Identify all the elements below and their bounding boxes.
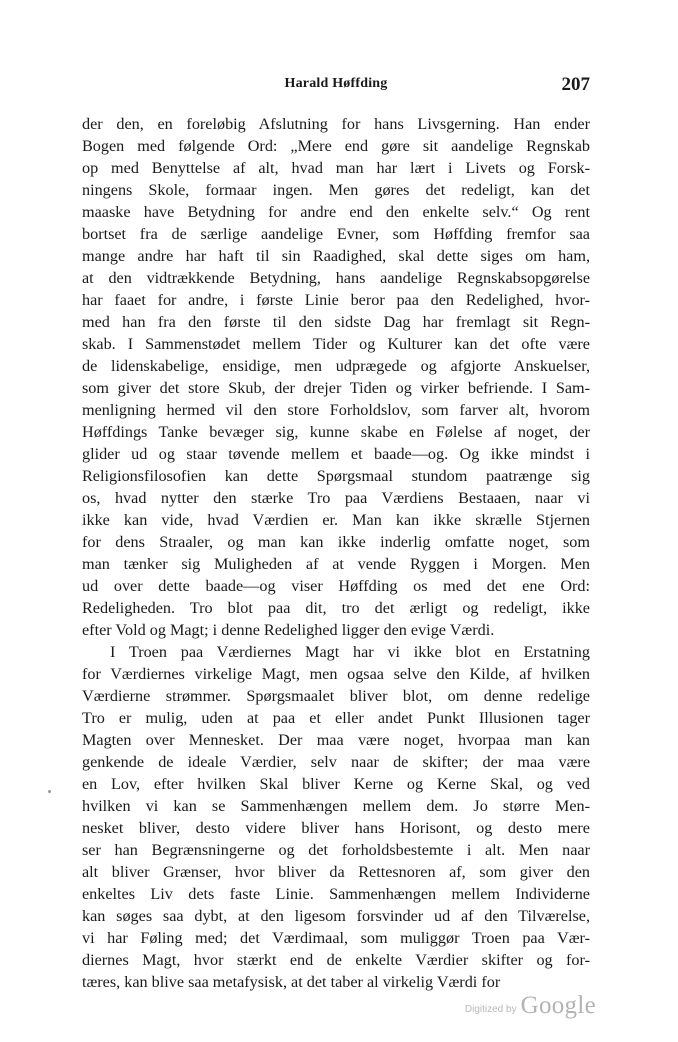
text-line: glider ud og staar tøvende mellem et baade—og. Og ikke mindst i [82, 445, 590, 463]
paragraph [82, 641, 590, 993]
page-number: 207 [561, 74, 590, 95]
digitized-by-google-watermark [465, 992, 596, 1020]
text-line: mange andre har haft til sin Raadighed, skal dette siges om ham, [82, 247, 590, 265]
paragraph [82, 113, 590, 641]
margin-speck [48, 790, 51, 793]
text-line: enkeltes Liv dets faste Linie. Sammenhængen mellem Individerne [82, 885, 590, 903]
text-line: for dens Straaler, og man kan ikke inderlig omfatte noget, som [82, 533, 590, 551]
text-line: at den vidtrækkende Betydning, hans aandelige Regnskabsopgørelse [82, 269, 590, 287]
text-line: ningens Skole, formaar ingen. Men gøres det redeligt, kan det [82, 181, 590, 199]
running-title: Harald Høffding [284, 76, 388, 91]
text-line: kan søges saa dybt, at den ligesom forsvinder ud af den Tilværelse, [82, 907, 590, 925]
text-line: maaske have Betydning for andre end den enkelte selv.“ Og rent [82, 203, 590, 221]
body-text [82, 113, 590, 993]
text-line: ser han Begrænsningerne og det forholdsbestemte i alt. Men naar [82, 841, 590, 859]
text-line: som giver det store Skub, der drejer Tiden og virker befriende. I Sam- [82, 379, 590, 397]
text-line: Tro er mulig, uden at paa et eller andet Punkt Illusionen tager [82, 709, 590, 727]
running-head [82, 74, 590, 98]
text-line: Værdierne strømmer. Spørgsmaalet bliver blot, om denne redelige [82, 687, 590, 705]
google-logo: Google [520, 992, 596, 1019]
text-line: os, hvad nytter den stærke Tro paa Værdiens Bestaaen, naar vi [82, 489, 590, 507]
text-line: tæres, kan blive saa metafysisk, at det taber al virkelig Værdi for [82, 973, 501, 991]
text-line: bortset fra de særlige aandelige Evner, som Høffding fremfor saa [82, 225, 590, 243]
text-line: der den, en foreløbig Afslutning for hans Livsgerning. Han ender [82, 115, 590, 133]
text-line: alt bliver Grænser, hvor bliver da Rettesnoren af, som giver den [82, 863, 590, 881]
text-line: genkende de ideale Værdier, selv naar de skifter; der maa være [82, 753, 590, 771]
text-line: ikke kan vide, hvad Værdien er. Man kan ikke skrælle Stjernen [82, 511, 590, 529]
text-line: nesket bliver, desto videre bliver hans Horisont, og desto mere [82, 819, 590, 837]
text-line: for Værdiernes virkelige Magt, men ogsaa selve den Kilde, af hvilken [82, 665, 590, 683]
text-line: skab. I Sammenstødet mellem Tider og Kulturer kan det ofte være [82, 335, 590, 353]
digitized-label: Digitized by [464, 1004, 517, 1015]
text-line: Religionsfilosofien kan dette Spørgsmaal stundom paatrænge sig [82, 467, 590, 485]
text-line: de lidenskabelige, ensidige, men udprægede og afgjorte Anskuelser, [82, 357, 590, 375]
text-line: Bogen med følgende Ord: „Mere end gøre sit aandelige Regnskab [82, 137, 590, 155]
text-line: vi har Føling med; det Værdimaal, som muliggør Troen paa Vær- [82, 929, 590, 947]
text-line: Høffdings Tanke bevæger sig, kunne skabe en Følelse af noget, der [82, 423, 590, 441]
text-line: diernes Magt, hvor stærkt end de enkelte Værdier skifter og for- [82, 951, 590, 969]
text-line: efter Vold og Magt; i denne Redelighed ligger den evige Værdi. [82, 621, 495, 639]
text-line: hvilken vi kan se Sammenhængen mellem dem. Jo større Men- [82, 797, 590, 815]
text-line: en Lov, efter hvilken Skal bliver Kerne og Kerne Skal, og ved [82, 775, 590, 793]
text-line: man tænker sig Muligheden af at vende Ryggen i Morgen. Men [82, 555, 590, 573]
text-line: Redeligheden. Tro blot paa dit, tro det ærligt og redeligt, ikke [82, 599, 590, 617]
text-line: ud over dette baade—og viser Høffding os med det ene Ord: [82, 577, 590, 595]
text-line: menligning hermed vil den store Forholdslov, som farver alt, hvorom [82, 401, 590, 419]
text-line: I Troen paa Værdiernes Magt har vi ikke blot en Erstatning [110, 643, 590, 661]
text-line: Magten over Mennesket. Der maa være noget, hvorpaa man kan [82, 731, 590, 749]
text-line: op med Benyttelse af alt, hvad man har lært i Livets og Forsk- [82, 159, 590, 177]
text-line: har faaet for andre, i første Linie beror paa den Redelighed, hvor- [82, 291, 590, 309]
text-line: med han fra den første til den sidste Dag har fremlagt sit Regn- [82, 313, 590, 331]
